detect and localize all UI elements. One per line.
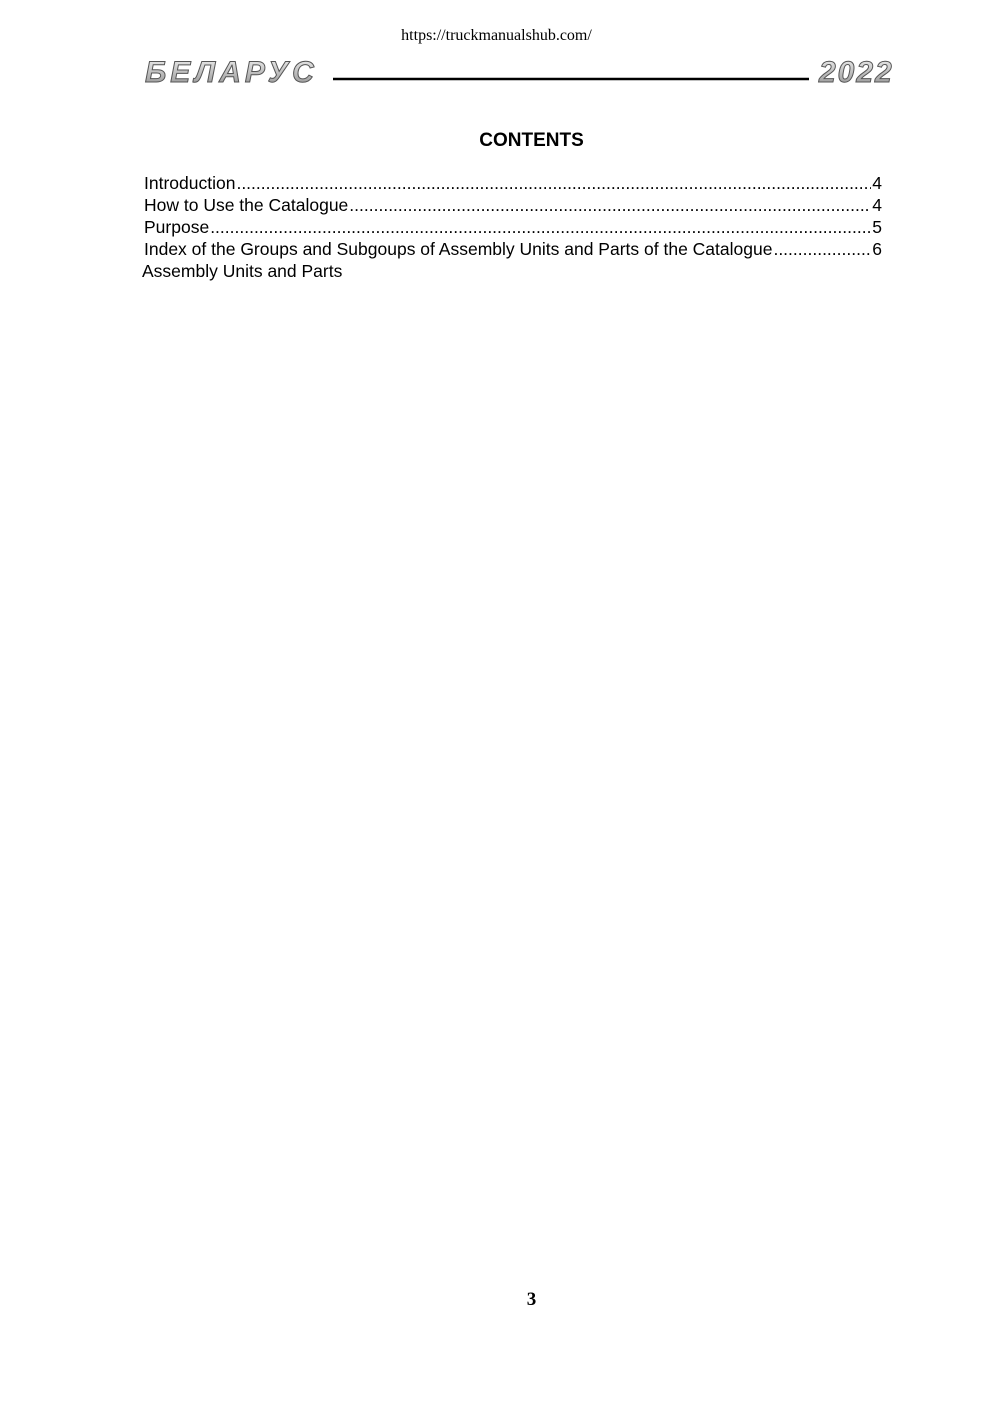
toc-entry-page: 4 [872,173,882,193]
toc-entry-purpose[interactable] [142,216,882,238]
table-of-contents [142,172,882,282]
year-logo: 2022 [819,56,894,89]
toc-entry-index-groups[interactable] [142,238,882,260]
toc-entry-assembly-units[interactable] [142,260,882,282]
brand-logo: БЕЛАРУС [145,56,318,89]
toc-leader-dots [773,238,871,260]
contents-title: CONTENTS [479,130,584,151]
toc-entry-page: 5 [872,217,882,237]
toc-leader-dots [236,172,871,194]
header-graphic [143,55,915,89]
toc-entry-label: How to Use the Catalogue [144,195,349,215]
toc-entry-label: Assembly Units and Parts [142,261,343,281]
toc-leader-dots [210,216,871,238]
toc-leader-dots [349,194,871,216]
header-band [143,55,915,89]
page-number: 3 [526,1289,537,1310]
toc-entry-introduction[interactable] [142,172,882,194]
toc-entry-page: 6 [872,239,882,259]
toc-entry-how-to-use[interactable] [142,194,882,216]
source-url[interactable]: https://truckmanualshub.com/ [401,27,592,44]
toc-entry-label: Introduction [144,173,236,193]
toc-entry-label: Purpose [144,217,210,237]
toc-entry-page: 4 [872,195,882,215]
toc-entry-label: Index of the Groups and Subgoups of Assembly Units and Parts of the Catalogue [144,239,773,259]
